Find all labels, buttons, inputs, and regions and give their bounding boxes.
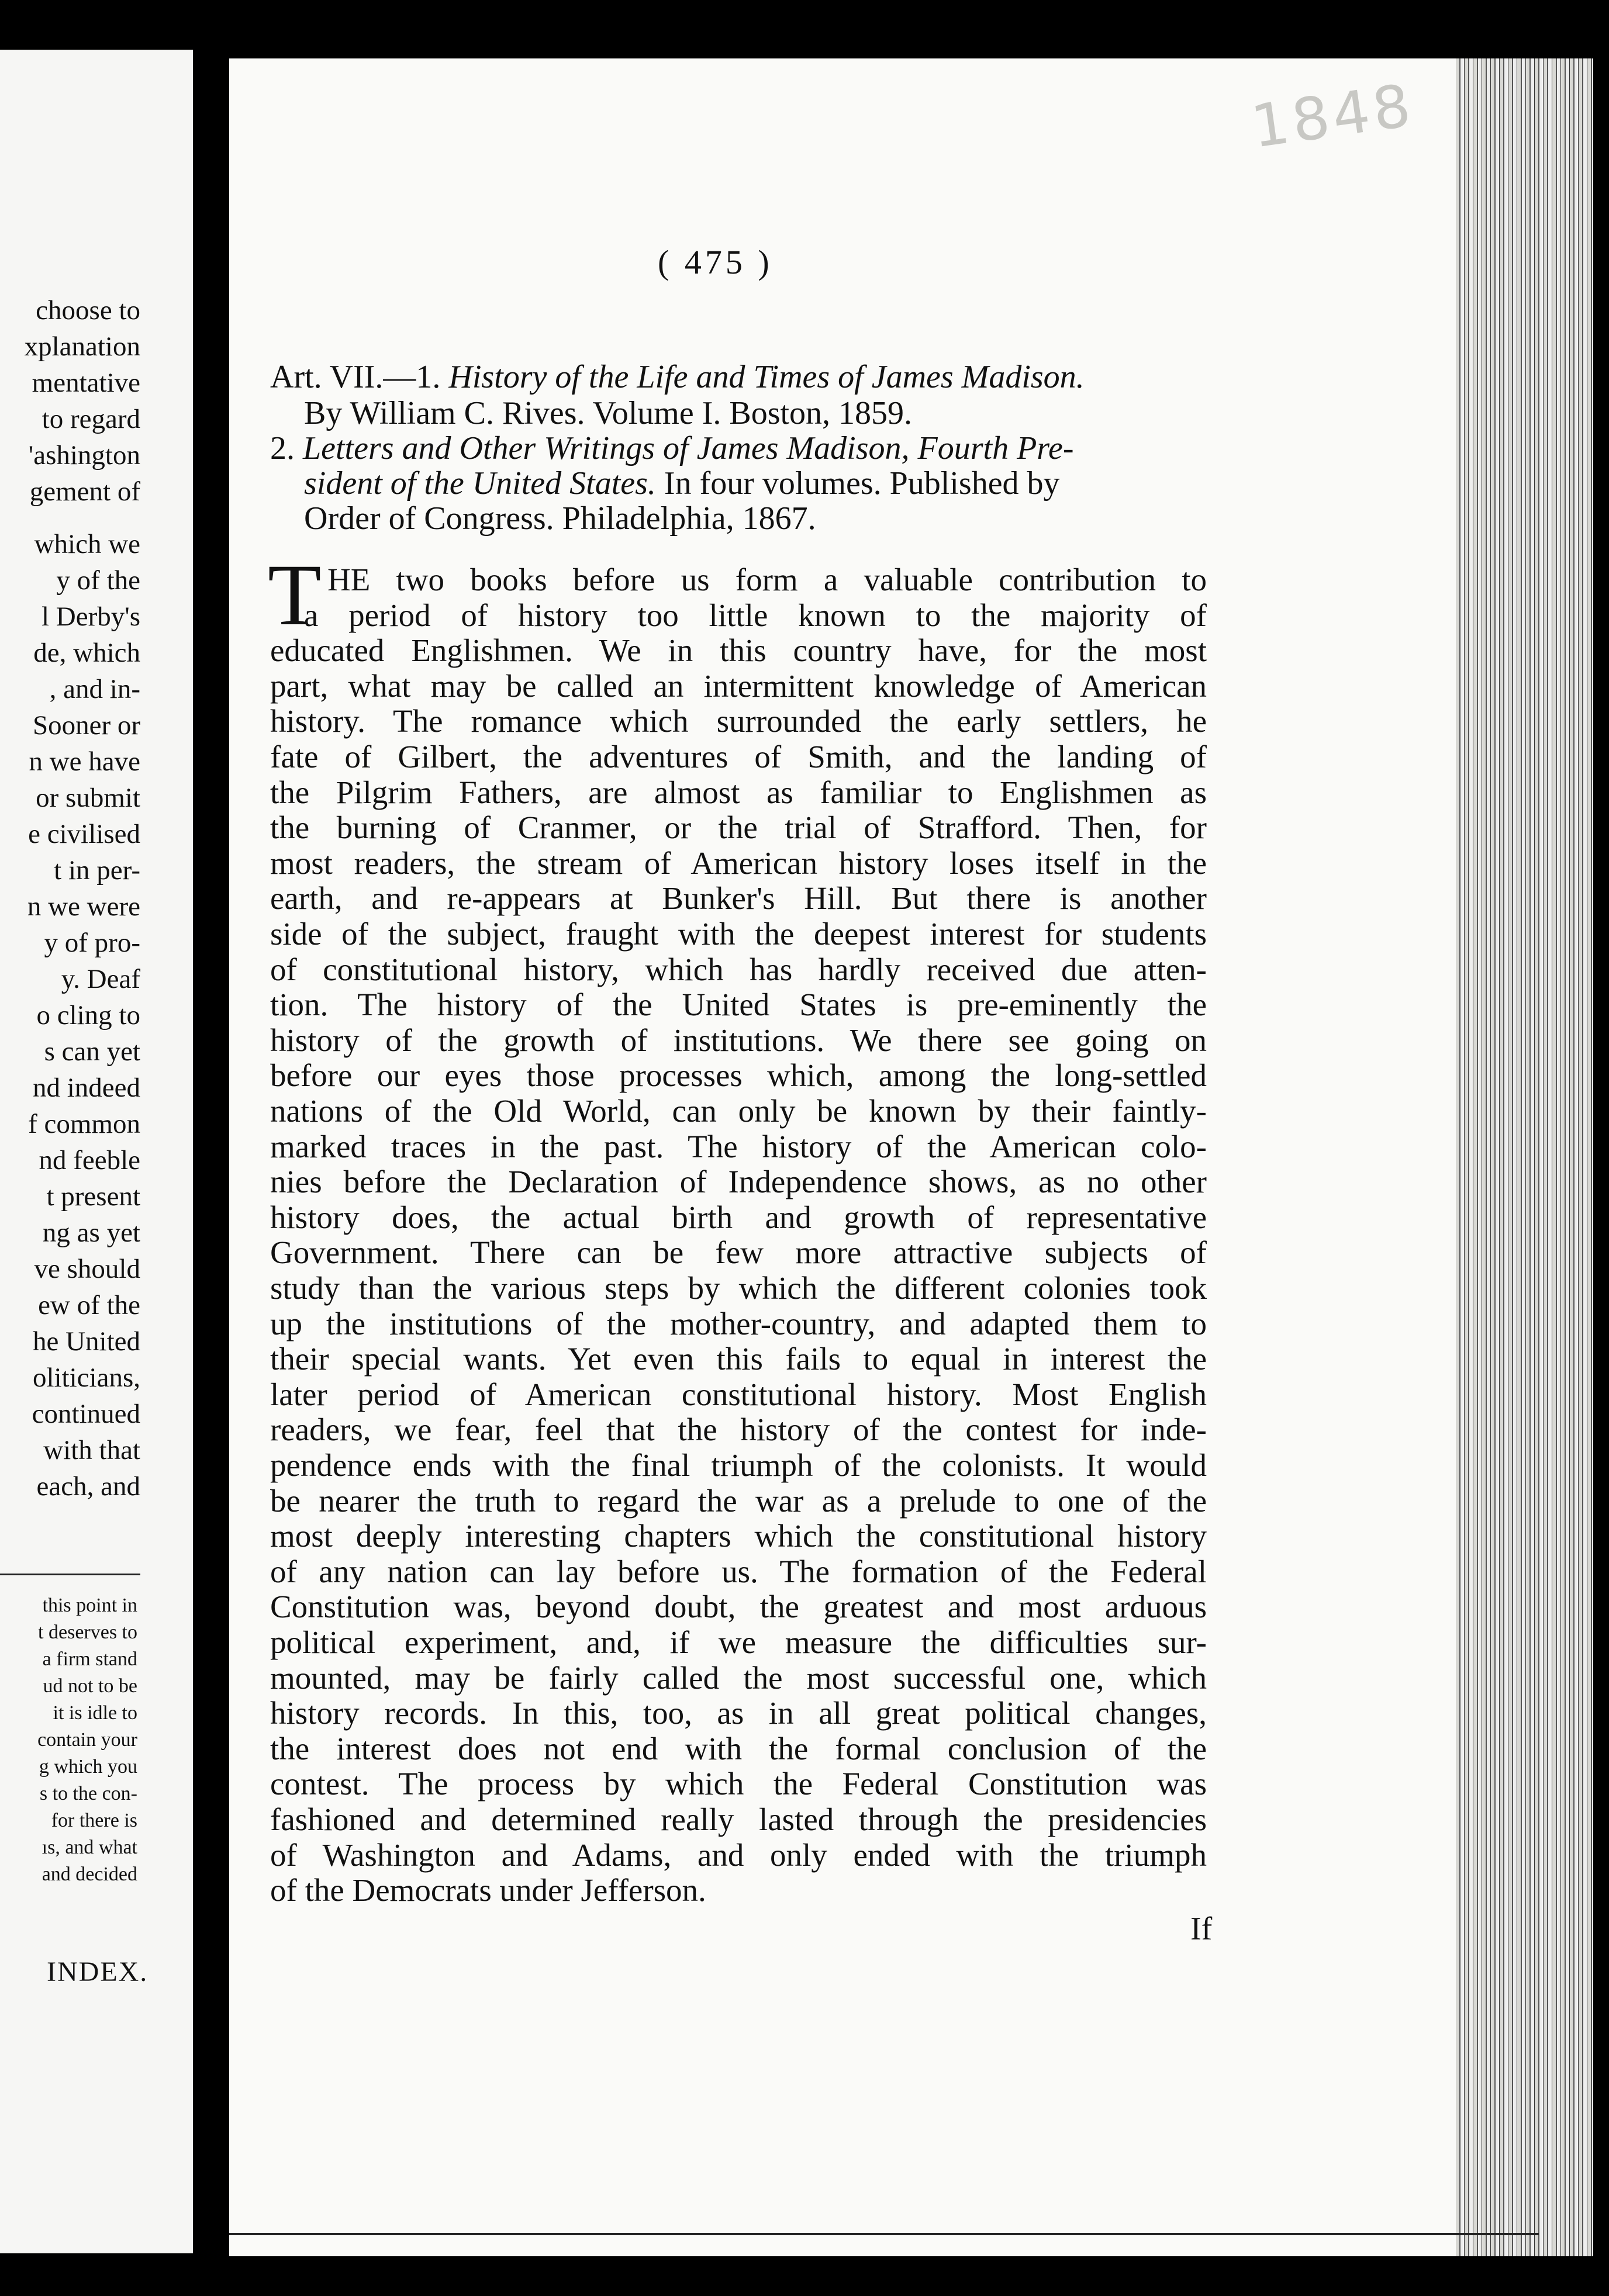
body-line: be nearer the truth to regard the war as a prelude to one of the — [270, 1482, 1207, 1519]
heading-line — [270, 359, 1085, 395]
body-line: history does, the actual birth and growth of representative — [270, 1199, 1207, 1235]
left-page-line: mentative — [32, 368, 140, 398]
heading-text: By William C. Rives. Volume I. Boston, 1859. — [304, 395, 913, 431]
left-page-line: y. Deaf — [61, 964, 140, 994]
body-line: nations of the Old World, can only be known by their faintly- — [270, 1093, 1207, 1129]
body-line: history. The romance which surrounded the early settlers, he — [270, 703, 1207, 739]
left-page-line: e civilised — [28, 819, 140, 849]
heading-line — [270, 431, 1074, 466]
left-page-line: f common — [28, 1109, 140, 1139]
left-page-line: 'ashington — [28, 440, 140, 471]
page-edges — [1456, 58, 1593, 2256]
body-line: readers, we fear, feel that the history of the contest for inde- — [270, 1412, 1207, 1448]
body-line: Government. There can be few more attractive subjects of — [270, 1235, 1207, 1271]
body-line: the Pilgrim Fathers, are almost as familiar to Englishmen as — [270, 774, 1207, 810]
heading-text: 2. — [270, 430, 303, 466]
left-page-footnote-line: s to the con- — [39, 1783, 137, 1804]
body-line: fate of Gilbert, the adventures of Smith, and the landing of — [270, 739, 1207, 774]
body-line: contest. The process by which the Federal Constitution was — [270, 1766, 1207, 1802]
left-page-line: continued — [32, 1399, 140, 1429]
left-page-footnote-line: for there is — [51, 1810, 137, 1831]
body-line: most readers, the stream of American history loses itself in the — [270, 845, 1207, 881]
left-page-footnote-line: it is idle to — [53, 1702, 137, 1724]
body-line: the burning of Cranmer, or the trial of Strafford. Then, for — [270, 810, 1207, 846]
body-line: study than the various steps by which the different colonies took — [270, 1270, 1207, 1306]
heading-title-italic: History of the Life and Times of James Madison. — [448, 359, 1085, 395]
left-page-line: o cling to — [36, 1000, 140, 1031]
left-page-line: y of pro- — [44, 928, 140, 958]
body-line: most deeply interesting chapters which the constitutional history — [270, 1518, 1207, 1554]
left-page-line: gement of — [29, 476, 140, 507]
left-page-line: oliticians, — [32, 1363, 140, 1393]
book-gutter — [193, 0, 229, 2296]
left-page-line: nd feeble — [39, 1145, 140, 1175]
left-page-line: to regard — [42, 404, 140, 434]
body-line: educated Englishmen. We in this country have, for the most — [270, 632, 1207, 669]
left-page-line: Sooner or — [32, 710, 140, 741]
body-line: earth, and re-appears at Bunker's Hill. But there is another — [270, 880, 1207, 917]
body-line: of any nation can lay before us. The formation of the Federal — [270, 1553, 1207, 1589]
heading-text: Art. VII.—1. — [270, 359, 449, 395]
heading-title-italic: Letters and Other Writings of James Madison, Fourth Pre- — [303, 430, 1074, 466]
body-line: side of the subject, fraught with the deepest interest for students — [270, 916, 1207, 952]
body-line: history of the growth of institutions. We there see going on — [270, 1022, 1207, 1058]
body-line: before our eyes those processes which, among the long-settled — [270, 1057, 1207, 1094]
left-page-line: choose to — [36, 295, 140, 326]
left-page-line: ew of the — [38, 1290, 140, 1320]
page-number: ( 475 ) — [658, 243, 773, 281]
left-page-line: xplanation — [24, 331, 140, 362]
heading-title-italic: sident of the United States. — [304, 465, 656, 502]
body-line: their special wants. Yet even this fails to equal in interest the — [270, 1341, 1207, 1377]
heading-line — [304, 466, 1060, 501]
body-line: later period of American constitutional history. Most English — [270, 1376, 1207, 1412]
left-page-line: n we have — [29, 746, 140, 777]
left-page-line: , and in- — [49, 674, 140, 704]
left-page-footnote-line: contain your — [37, 1729, 137, 1751]
body-line: marked traces in the past. The history of the American colo- — [270, 1128, 1207, 1164]
left-page-line: each, and — [36, 1471, 140, 1502]
left-page-line: l Derby's — [41, 601, 140, 632]
left-page-footnote-line: g which you — [39, 1756, 137, 1778]
left-page-line: ng as yet — [42, 1218, 140, 1248]
body-line: mounted, may be fairly called the most successful one, which — [270, 1659, 1207, 1696]
left-page-line: which we — [34, 529, 140, 559]
body-line: part, what may be called an intermittent knowledge of American — [270, 668, 1207, 704]
pencil-margin-note: 1848 — [1247, 71, 1418, 161]
left-page-fragment — [0, 50, 193, 2253]
left-page-line: with that — [43, 1435, 140, 1465]
left-page-footnote-line: t deserves to — [38, 1621, 137, 1643]
body-line: HE two books before us form a valuable contribution to — [327, 562, 1207, 597]
page-bottom-edge — [229, 2233, 1539, 2235]
left-page-footnote-line: a firm stand — [42, 1648, 137, 1670]
body-line: Constitution was, beyond doubt, the greatest and most arduous — [270, 1589, 1207, 1625]
left-page-line: s can yet — [44, 1036, 140, 1067]
left-page-line: he United — [32, 1326, 140, 1357]
left-page-line: y of the — [56, 565, 140, 596]
left-page-footnote-line: ıs, and what — [42, 1837, 137, 1858]
left-index-label: INDEX. — [47, 1956, 149, 1987]
left-page-footnote-line: ud not to be — [43, 1675, 137, 1697]
body-line: nies before the Declaration of Independence shows, as no other — [270, 1164, 1207, 1200]
left-page-line: de, which — [33, 638, 140, 668]
heading-line — [304, 501, 816, 536]
left-page-line: or submit — [36, 783, 140, 813]
footnote-rule — [0, 1574, 140, 1575]
left-page-line: t present — [46, 1181, 140, 1212]
left-page-line: nd indeed — [32, 1073, 140, 1103]
heading-line — [304, 396, 912, 431]
heading-text: Order of Congress. Philadelphia, 1867. — [304, 500, 816, 537]
page-edges-shadow — [1593, 0, 1609, 2296]
catchword: If — [1190, 1911, 1213, 1947]
body-line: up the institutions of the mother-country, and adapted them to — [270, 1305, 1207, 1341]
body-line: history records. In this, too, as in all great political changes, — [270, 1695, 1207, 1731]
body-line: pendence ends with the final triumph of the colonists. It would — [270, 1447, 1207, 1483]
body-line: a period of history too little known to the majority of — [304, 597, 1207, 633]
left-page-footnote-line: and decided — [42, 1863, 137, 1885]
body-line: of constitutional history, which has hardly received due atten- — [270, 951, 1207, 987]
left-page-line: t in per- — [54, 855, 140, 886]
body-line: the interest does not end with the formal conclusion of the — [270, 1730, 1207, 1766]
left-page-footnote-line: this point in — [42, 1595, 137, 1616]
drop-cap: T — [268, 547, 322, 644]
heading-text: In four volumes. Published by — [655, 465, 1060, 502]
body-line: tion. The history of the United States is pre-eminently the — [270, 987, 1207, 1023]
left-page-line: ve should — [34, 1254, 140, 1284]
left-page-line: n we were — [27, 891, 140, 922]
body-line: of Washington and Adams, and only ended with the triumph — [270, 1837, 1207, 1873]
body-line: of the Democrats under Jefferson. — [270, 1872, 706, 1908]
body-line: political experiment, and, if we measure the difficulties sur- — [270, 1624, 1207, 1660]
body-line: fashioned and determined really lasted through the presidencies — [270, 1801, 1207, 1837]
